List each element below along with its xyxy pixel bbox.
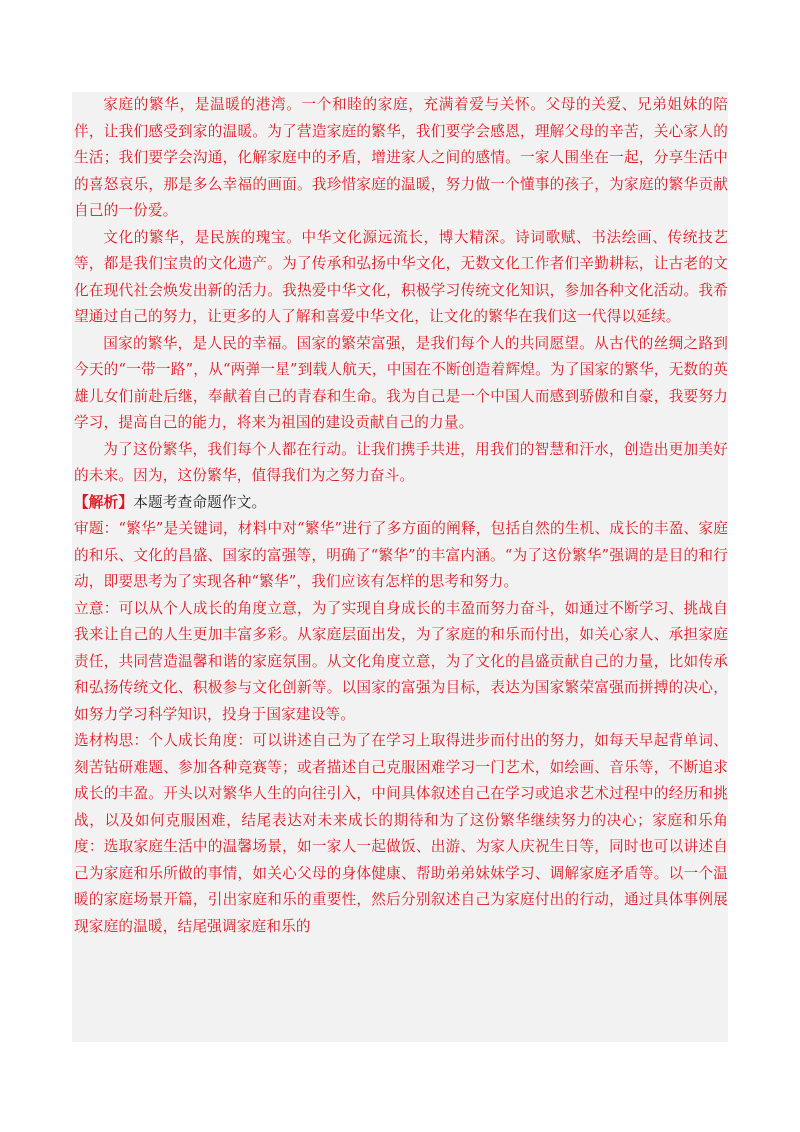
analysis-label: 【解析】 — [74, 493, 134, 511]
analysis-intro: 本题考查命题作文。 — [133, 493, 267, 511]
analysis-heading — [74, 490, 728, 517]
analysis-topic-review: 审题：“繁华”是关键词，材料中对“繁华”进行了多方面的阐释，包括自然的生机、成长的丰盈、家庭的和乐、文化的昌盛、国家的富强等，明确了“繁华”的丰富内涵。“为了这份繁华”强调的是目的和行动，即要思考为了实现各种“繁华”，我们应该有怎样的思考和努力。 — [74, 520, 728, 590]
essay-paragraph-family: 家庭的繁华，是温暖的港湾。一个和睦的家庭，充满着爱与关怀。父母的关爱、兄弟姐妹的陪伴，让我们感受到家的温暖。为了营造家庭的繁华，我们要学会感恩，理解父母的辛苦，关心家人的生活；我们要学会沟通，化解家庭中的矛盾，增进家人之间的感情。一家人围坐在一起，分享生活中的喜怒哀乐，那是多么幸福的画面。我珍惜家庭的温暖，努力做一个懂事的孩子，为家庭的繁华贡献自己的一份爱。 — [74, 96, 728, 219]
essay-paragraph-culture: 文化的繁华，是民族的瑰宝。中华文化源远流长，博大精深。诗词歌赋、书法绘画、传统技艺等，都是我们宝贵的文化遗产。为了传承和弘扬中华文化，无数文化工作者们辛勤耕耘，让古老的文化在现代社会焕发出新的活力。我热爱中华文化，积极学习传统文化知识，参加各种文化活动。我希望通过自己的努力，让更多的人了解和喜爱中华文化，让文化的繁华在我们这一代得以延续。 — [74, 228, 728, 325]
document-page — [72, 92, 728, 1042]
essay-paragraph-nation: 国家的繁华，是人民的幸福。国家的繁荣富强，是我们每个人的共同愿望。从古代的丝绸之路到今天的“一带一路”，从“两弹一星”到载人航天，中国在不断创造着辉煌。为了国家的繁华，无数的英雄儿女们前赴后继，奉献着自己的青春和生命。我为自己是一个中国人而感到骄傲和自豪，我要努力学习，提高自己的能力，将来为祖国的建设贡献自己的力量。 — [74, 334, 728, 431]
analysis-theme: 立意：可以从个人成长的角度立意，为了实现自身成长的丰盈而努力奋斗，如通过不断学习、挑战自我来让自己的人生更加丰富多彩。从家庭层面出发，为了家庭的和乐而付出，如关心家人、承担家庭责任，共同营造温馨和谐的家庭氛围。从文化角度立意，为了文化的昌盛贡献自己的力量，比如传承和弘扬传统文化、积极参与文化创新等。以国家的富强为目标，表达为国家繁荣富强而拼搏的决心，如努力学习科学知识，投身于国家建设等。 — [74, 599, 728, 723]
analysis-material-structure: 选材构思：个人成长角度：可以讲述自己为了在学习上取得进步而付出的努力，如每天早起背单词、刻苦钻研难题、参加各种竞赛等；或者描述自己克服困难学习一门艺术，如绘画、音乐等，不断追求成长的丰盈。开头以对繁华人生的向往引入，中间具体叙述自己在学习或追求艺术过程中的经历和挑战，以及如何克服困难，结尾表达对未来成长的期待和为了这份繁华继续努力的决心；家庭和乐角度：选取家庭生活中的温馨场景，如一家人一起做饭、出游、为家人庆祝生日等，同时也可以讲述自己为家庭和乐所做的事情，如关心父母的身体健康、帮助弟弟妹妹学习、调解家庭矛盾等。以一个温暖的家庭场景开篇，引出家庭和乐的重要性，然后分别叙述自己为家庭付出的行动，通过具体事例展现家庭的温暖，结尾强调家庭和乐的 — [74, 732, 728, 935]
essay-paragraph-conclusion: 为了这份繁华，我们每个人都在行动。让我们携手共进，用我们的智慧和汗水，创造出更加美好的未来。因为，这份繁华，值得我们为之努力奋斗。 — [74, 440, 728, 484]
document-content — [72, 92, 728, 940]
